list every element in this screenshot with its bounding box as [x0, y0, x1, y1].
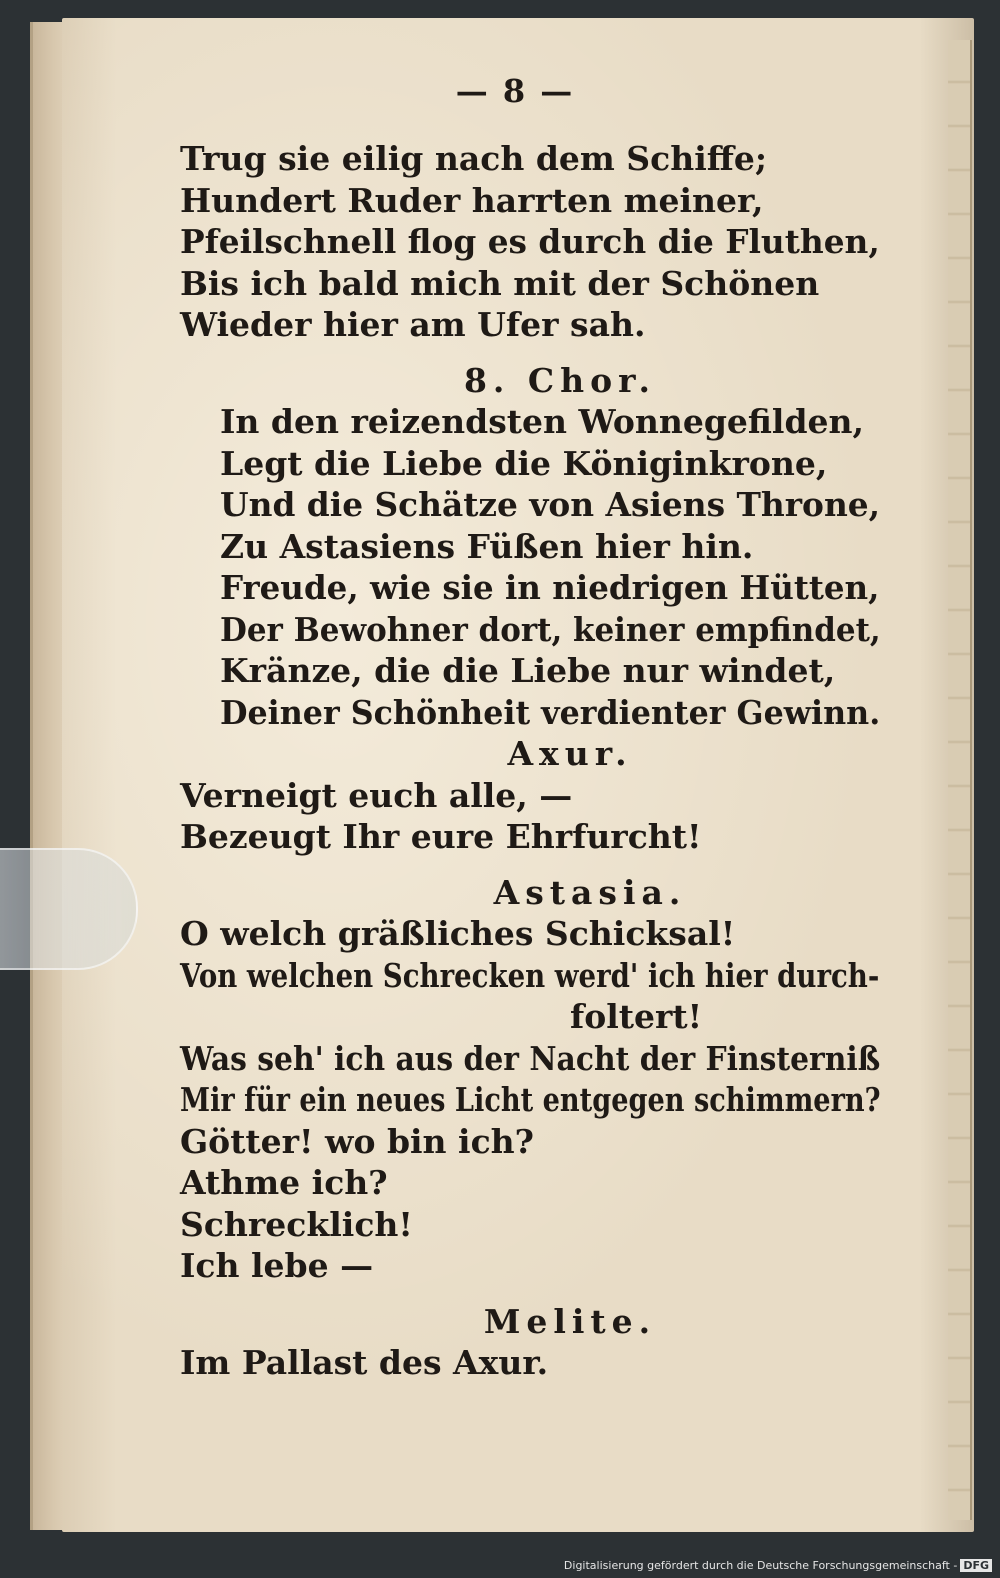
astasia-line: Götter! wo bin ich?	[180, 1121, 534, 1161]
verse-line: Hundert Ruder harrten meiner,	[180, 180, 764, 220]
astasia-line: Athme ich?	[180, 1163, 388, 1202]
chor-line: Legt die Liebe die Königinkrone,	[220, 443, 828, 483]
chor-heading: 8. Chor.	[463, 360, 657, 400]
verse-line: Wieder hier am Ufer sah.	[180, 305, 646, 344]
dfg-logo: DFG	[960, 1559, 992, 1572]
chor-line: Deiner Schönheit verdienter Gewinn.	[220, 692, 881, 732]
axur-line: Bezeugt Ihr eure Ehrfurcht!	[180, 817, 702, 856]
footer-text: Digitalisierung gefördert durch die Deutsche Forschungsgemeinschaft -	[563, 1559, 958, 1572]
verse-line: Trug sie eilig nach dem Schiffe;	[180, 139, 768, 178]
astasia-line: O welch gräßliches Schicksal!	[180, 914, 736, 953]
astasia-line: Was seh' ich aus der Nacht der Finsterniß	[180, 1038, 881, 1078]
page-number: — 8 —	[455, 72, 575, 110]
astasia-line: Von welchen Schrecken werd' ich hier durch-	[180, 955, 880, 995]
page-spine-edge	[948, 40, 972, 1520]
chor-line: Kränze, die die Liebe nur windet,	[220, 651, 836, 690]
axur-heading: Axur.	[507, 734, 633, 773]
astasia-line: Ich lebe —	[180, 1246, 374, 1285]
chor-line: Und die Schätze von Asiens Throne,	[220, 485, 881, 524]
chor-line: In den reizendsten Wonnegefilden,	[220, 402, 864, 441]
melite-line: Im Pallast des Axur.	[180, 1343, 549, 1382]
chor-line: Zu Astasiens Füßen hier hin.	[220, 526, 754, 566]
astasia-heading: Astasia.	[493, 872, 687, 912]
astasia-continuation: foltert!	[570, 997, 703, 1036]
chor-line: Freude, wie sie in niedrigen Hütten,	[220, 568, 880, 607]
digitization-footer	[564, 1559, 992, 1572]
melite-heading: Melite.	[483, 1301, 657, 1341]
verse-line: Bis ich bald mich mit der Schönen	[180, 263, 820, 303]
astasia-line: Mir für ein neues Licht entgegen schimmern?	[180, 1080, 881, 1119]
astasia-line: Schrecklich!	[180, 1204, 413, 1244]
chor-line: Der Bewohner dort, keiner empfindet,	[220, 609, 881, 649]
axur-line: Verneigt euch alle, —	[180, 775, 573, 815]
thumb-clip-overlay	[0, 848, 138, 970]
verse-line: Pfeilschnell flog es durch die Fluthen,	[180, 222, 880, 261]
page-text	[180, 70, 880, 1384]
